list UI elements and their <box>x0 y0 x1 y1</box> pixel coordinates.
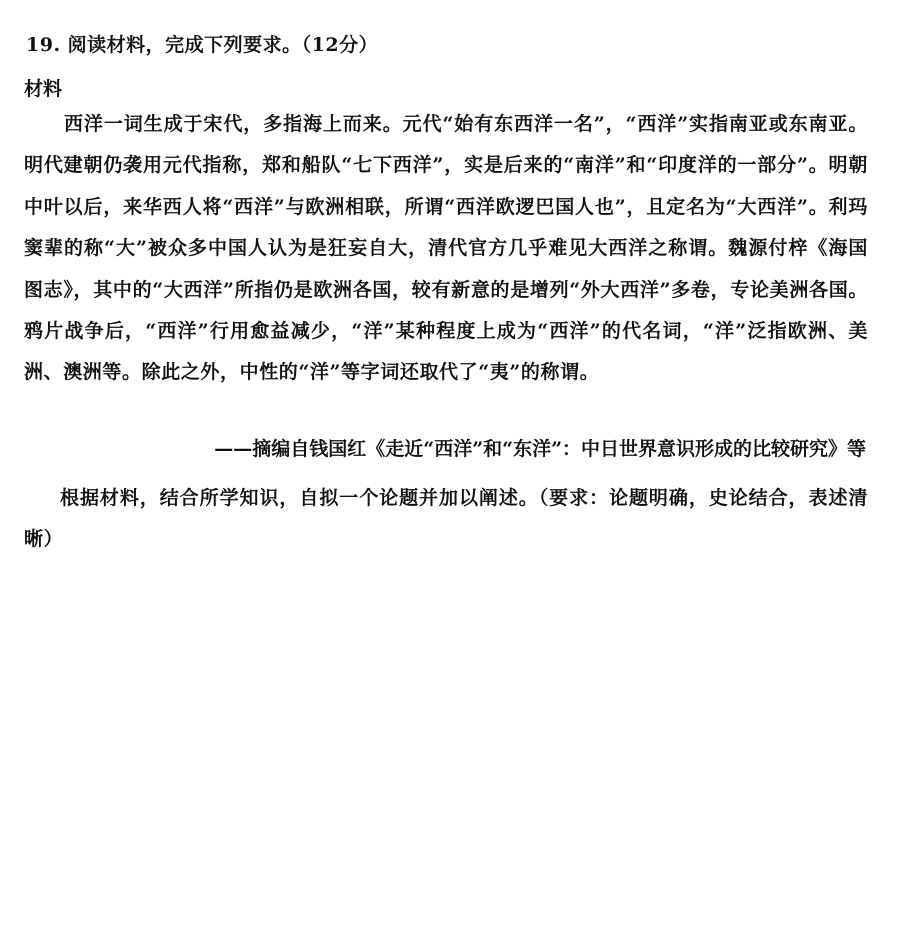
source-citation: ——摘编自钱国红《走近“西洋”和“东洋”：中日世界意识形成的比较研究》等 <box>214 438 866 460</box>
task-instructions: 根据材料，结合所学知识，自拟一个论题并加以阐述。（要求：论题明确，史论结合，表述清晰） <box>24 487 868 550</box>
material-label: 材料 <box>24 78 63 100</box>
material-text: 西洋一词生成于宋代，多指海上而来。元代“始有东西洋一名”，“西洋”实指南亚或东南亚。明代建朝仍袭用元代指称，郑和船队“七下西洋”，实是后来的“南洋”和“印度洋的一部分”。明朝中叶以后，来华西人将“西洋”与欧洲相联，所谓“西洋欧逻巴国人也”，且定名为“大西洋”。利玛窦辈的称“大”被众多中国人认为是狂妄自大，清代官方几乎难见大西洋之称谓。魏源付梓《海国图志》，其中的“大西洋”所指仍是欧洲各国，较有新意的是增列“外大西洋”多卷，专论美洲各国。鸦片战争后，“西洋”行用愈益减少，“洋”某种程度上成为“西洋”的代名词，“洋”泛指欧洲、美洲、澳洲等。除此之外，中性的“洋”等字词还取代了“夷”的称谓。 <box>24 113 868 384</box>
question-heading: 19. 阅读材料，完成下列要求。（12分） <box>26 34 379 56</box>
